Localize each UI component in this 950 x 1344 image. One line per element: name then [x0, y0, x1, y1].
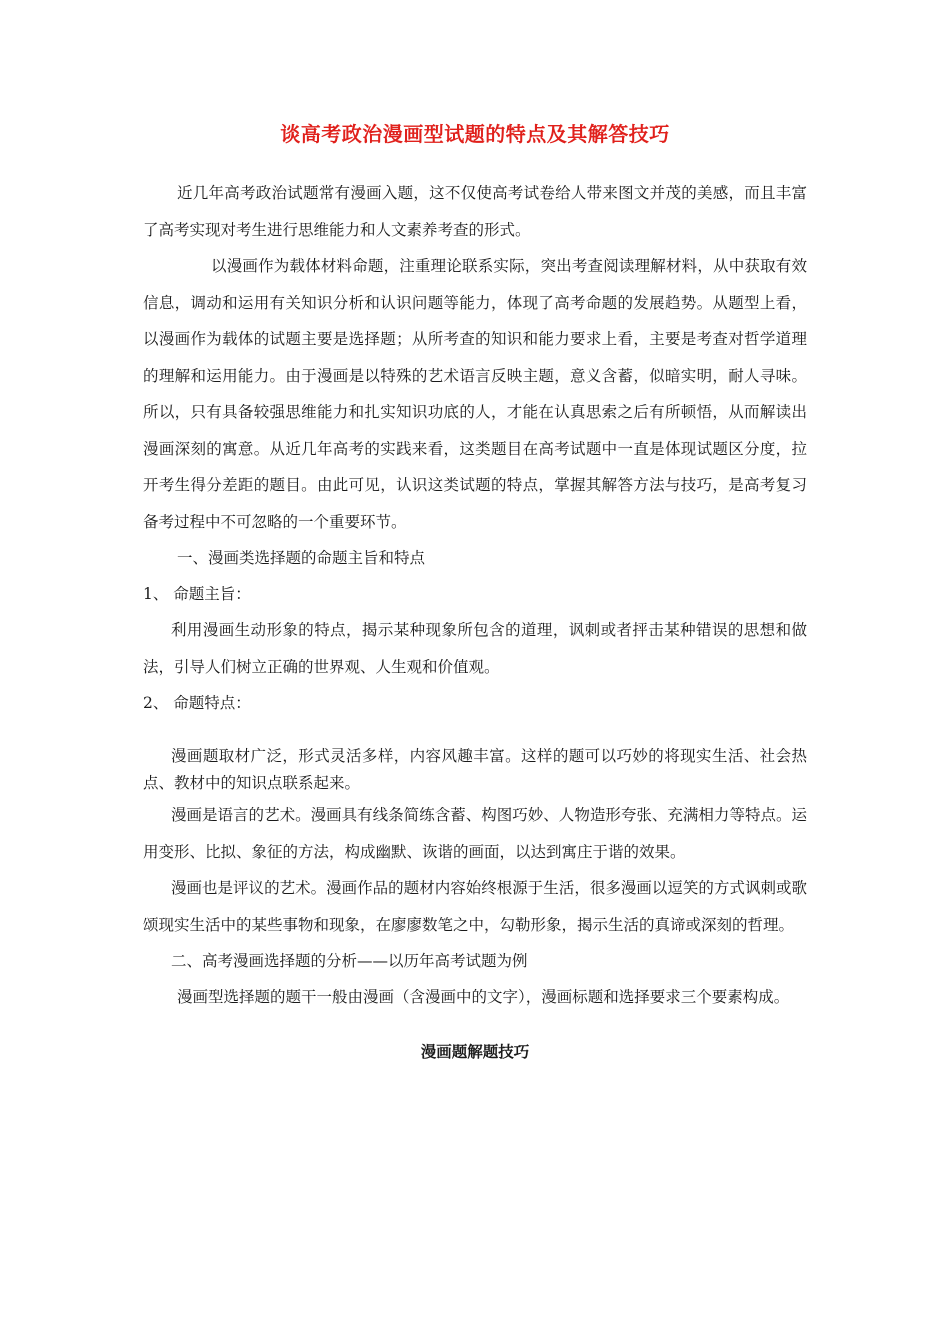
subheading-features: 2、 命题特点： — [143, 694, 251, 712]
features-paragraph: 漫画题取材广泛，形式灵活多样，内容风趣丰富。这样的题可以巧妙的将现实生活、社会热点、教材中的知识点联系起来。 — [143, 747, 807, 792]
art-of-commentary-paragraph: 漫画也是评议的艺术。漫画作品的题材内容始终根源于生活，很多漫画以逗笑的方式讽刺或歌颂现实生活中的某些事物和现象，在廖廖数笔之中，勾勒形象，揭示生活的真谛或深刻的哲理。 — [143, 879, 807, 934]
spacer — [143, 721, 807, 743]
document-body — [143, 118, 807, 1070]
purpose-paragraph: 利用漫画生动形象的特点，揭示某种现象所包含的道理，讽刺或者抨击某种错误的思想和做法，引导人们树立正确的世界观、人生观和价值观。 — [143, 621, 807, 676]
subheading-purpose: 1、 命题主旨： — [143, 585, 251, 603]
intro-paragraph: 近几年高考政治试题常有漫画入题，这不仅使高考试卷给人带来图文并茂的美感，而且丰富了高考实现对考生进行思维能力和人文素养考查的形式。 — [143, 184, 807, 239]
art-of-language-paragraph: 漫画是语言的艺术。漫画具有线条简练含蓄、构图巧妙、人物造形夸张、充满相力等特点。运用变形、比拟、象征的方法，构成幽默、诙谐的画面，以达到寓庄于谐的效果。 — [143, 806, 807, 861]
section-subtitle: 漫画题解题技巧 — [420, 1041, 530, 1061]
section-heading-1: 一、漫画类选择题的命题主旨和特点 — [177, 549, 426, 567]
structure-paragraph: 漫画型选择题的题干一般由漫画（含漫画中的文字），漫画标题和选择要求三个要素构成。 — [177, 988, 790, 1006]
document-title: 谈高考政治漫画型试题的特点及其解答技巧 — [280, 122, 670, 146]
background-paragraph: 以漫画作为载体材料命题，注重理论联系实际，突出考查阅读理解材料，从中获取有效信息，调动和运用有关知识分析和认识问题等能力，体现了高考命题的发展趋势。从题型上看，以漫画作为载体的试题主要是选择题；从所考查的知识和能力要求上看，主要是考查对哲学道理的理解和运用能力。由于漫画是以特殊的艺术语言反映主题，意义含蓄，似暗实明，耐人寻味。所以，只有具备较强思维能力和扎实知识功底的人，才能在认真思索之后有所顿悟，从而解读出漫画深刻的寓意。从近几年高考的实践来看，这类题目在高考试题中一直是体现试题区分度，拉开考生得分差距的题目。由此可见，认识这类试题的特点，掌握其解答方法与技巧，是高考复习备考过程中不可忽略的一个重要环节。 — [143, 257, 807, 531]
section-heading-2: 二、高考漫画选择题的分析——以历年高考试题为例 — [171, 952, 528, 970]
